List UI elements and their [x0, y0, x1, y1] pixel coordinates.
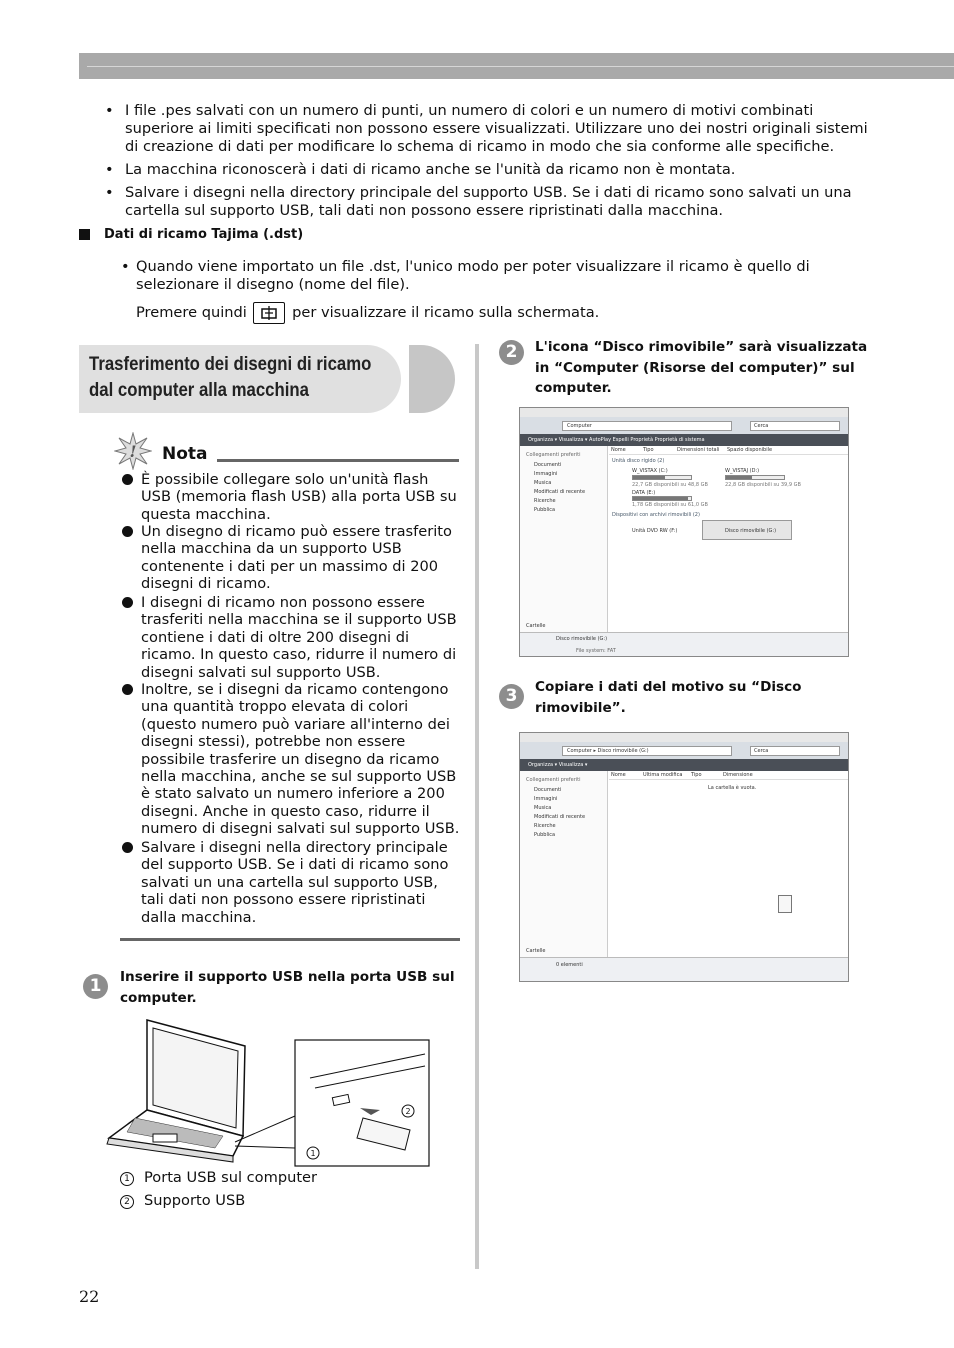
note-burst-icon [114, 432, 152, 470]
step-3-badge: 3 [499, 684, 524, 709]
svg-text:1: 1 [310, 1149, 316, 1158]
nota-item: Salvare i disegni nella directory principale del supporto USB. Se i dati di ricamo sono salvati un una cartella sul supporto USB, tali dati non possono essere ripristinati dalla macchina. [141, 839, 461, 926]
explorer-screenshot-computer: Computer Cerca Organizza ▾ Visualizza ▾ AutoPlay Espelli Proprietà Proprietà di sistema Collegamenti preferiti Documenti Immagini Musica Modificati di recente Ricerche Pubblica Cartelle Nome Tipo Dimensioni totali Spazio disponibile Unità disco rigido (2) W_VISTAX (C:) W_VISTAJ (D:) DATA (E:) 22,7 GB disponibili su 48,8 GB 22,8 GB disponibili su 39,9 GB 1,78 GB disponibili su 61,0 GB Dispositivi con archivi rimovibili (2) Unità DVD RW (F:) Disco rimovibile (G:) Disco rimovibile (G:) File system: FAT [519, 407, 849, 657]
section-title: Trasferimento dei disegni di ricamo dal computer alla macchina [79, 345, 455, 413]
intro-bullet-2: • La macchina riconoscerà i dati di ricamo anche se l'unità da ricamo non è montata. [105, 161, 736, 178]
press-instruction: Premere quindi per visualizzare il ricamo sulla schermata. [136, 302, 599, 324]
laptop-usb-illustration [105, 1018, 435, 1168]
file-icon [778, 895, 792, 913]
step-2-badge: 2 [499, 340, 524, 365]
nota-item: Un disegno di ricamo può essere trasferito nella macchina da un supporto USB contenente i dati per un massimo di 200 disegni di ricamo. [141, 523, 461, 593]
legend-item-2: 2 Supporto USB [120, 1192, 245, 1209]
column-divider [475, 344, 479, 1269]
step-1-badge: 1 [83, 974, 108, 999]
tajima-bullet: • Quando viene importato un file .dst, l'unico modo per poter visualizzare il ricamo è quello di selezionare il disegno (nome del file). [121, 258, 810, 293]
svg-text:!: ! [129, 442, 137, 461]
page-number: 22 [79, 1287, 100, 1306]
legend-item-1: 1 Porta USB sul computer [120, 1169, 317, 1186]
embroidery-key-icon [253, 302, 285, 324]
explorer-screenshot-removable: Computer ▸ Disco rimovibile (G:) Cerca Organizza ▾ Visualizza ▾ Collegamenti preferiti Documenti Immagini Musica Modificati di recente Ricerche Pubblica Cartelle Nome Ultima modifica Tipo Dimensione La cartella è vuota. 0 elementi [519, 732, 849, 982]
nota-item: I disegni di ricamo non possono essere trasferiti nella macchina se il supporto USB contiene i dati di oltre 200 disegni di ricamo. In questo caso, ridurre il numero di disegni salvati sul supporto USB. [141, 594, 461, 681]
step-3-text: Copiare i dati del motivo su “Disco rimovibile”. [535, 679, 802, 716]
intro-bullet-3: • Salvare i disegni nella directory principale del supporto USB. Se i dati di ricamo sono salvati un una cartella sul supporto USB, tali dati non possono essere ripristinati dalla macchina. [105, 184, 852, 219]
svg-text:2: 2 [405, 1107, 411, 1116]
nota-item: È possibile collegare solo un'unità flash USB (memoria flash USB) alla porta USB su questa macchina. [141, 471, 461, 523]
tajima-heading: Dati di ricamo Tajima (.dst) [104, 227, 303, 242]
nota-bottom-rule [120, 938, 460, 941]
header-bar [79, 53, 954, 79]
step-1-text: Inserire il supporto USB nella porta USB sul computer. [120, 969, 455, 1006]
intro-bullet-1: • I file .pes salvati con un numero di punti, un numero di colori e un numero di motivi combinati superiore ai limiti specificati non possono essere visualizzati. Utilizzare uno dei nostri originali sistemi di creazione di dati per modificare lo schema di ricamo in modo che sia conforme alle specifiche. [105, 102, 868, 155]
step-2-text: L'icona “Disco rimovibile” sarà visualizzata in “Computer (Risorse del computer)” sul computer. [535, 339, 868, 396]
nota-item: Inoltre, se i disegni da ricamo contengono una quantità troppo elevata di colori (questo numero può variare all'interno dei disegni stessi), potrebbe non essere possibile trasferire un disegno da ricamo nella macchina, anche se sul supporto USB è stato salvato un numero inferiore a 200 disegni. Anche in questo caso, ridurre il numero di disegni salvati sul supporto USB. [141, 681, 461, 838]
